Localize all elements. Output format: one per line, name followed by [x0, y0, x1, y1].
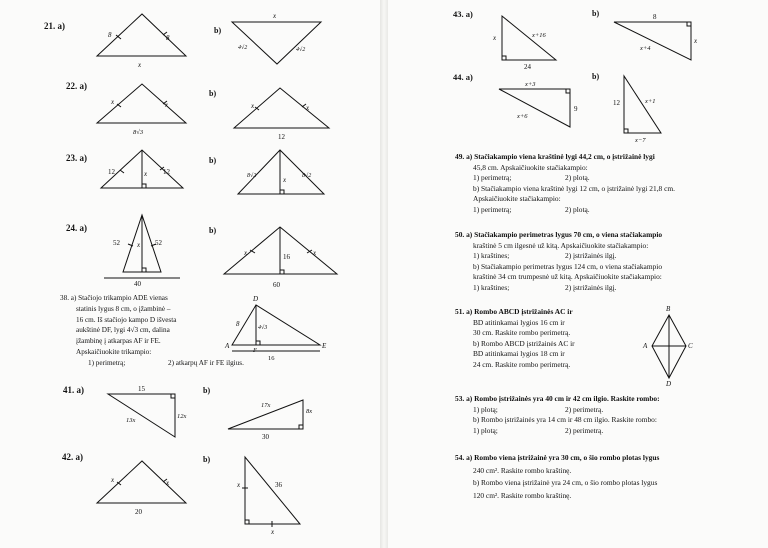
problem-49-text — [455, 152, 675, 216]
svg-text:x+16: x+16 — [532, 32, 546, 39]
svg-text:B: B — [666, 305, 671, 313]
problem-24-number: 24. a) — [66, 223, 87, 233]
problem-53-qb2: 2) perimetrą. — [565, 425, 604, 435]
svg-text:x: x — [493, 34, 497, 42]
svg-text:8: 8 — [166, 34, 170, 42]
problem-38-line: įžambinę į atkarpas AF ir FE. — [76, 337, 161, 346]
figure-44b-right-triangle — [613, 76, 661, 144]
figure-23a-triangle — [101, 150, 183, 188]
svg-text:x: x — [694, 37, 698, 45]
svg-text:x: x — [251, 102, 255, 110]
svg-text:16: 16 — [283, 253, 290, 261]
problem-51-line: BD atitinkamai lygios 18 cm ir — [473, 349, 565, 359]
svg-text:8: 8 — [236, 320, 240, 328]
problem-53-text — [455, 394, 660, 436]
figure-23b-triangle — [238, 150, 324, 194]
svg-text:C: C — [688, 342, 693, 350]
svg-text:x: x — [165, 101, 169, 109]
problem-53-qa2: 2) perimetrą. — [565, 404, 604, 414]
svg-text:x: x — [144, 170, 148, 178]
figure-21b-triangle — [232, 12, 321, 64]
svg-text:8: 8 — [108, 31, 112, 39]
svg-text:x: x — [237, 481, 241, 489]
problem-51-line: b) Rombo ABCD įstrižainės AC ir — [473, 338, 575, 348]
svg-text:x+6: x+6 — [517, 113, 528, 120]
problem-54-line: b) Rombo viena įstrižainė yra 24 cm, o šio rombo plotas lygus — [473, 478, 658, 487]
svg-text:D: D — [666, 380, 672, 388]
problem-38-text — [60, 293, 244, 369]
svg-text:x: x — [166, 479, 170, 487]
svg-text:9: 9 — [574, 105, 578, 113]
svg-text:x−7: x−7 — [635, 137, 646, 144]
problem-50-text — [455, 230, 662, 294]
figure-51-rhombus — [642, 305, 693, 388]
figure-22b-triangle — [234, 88, 329, 141]
svg-text:40: 40 — [134, 280, 141, 288]
svg-text:52: 52 — [155, 239, 162, 247]
problem-53-qa1: 1) plotą; — [473, 404, 498, 414]
problem-23b-label: b) — [209, 156, 217, 165]
problem-49-qb2: 2) plotą. — [565, 204, 590, 214]
svg-text:x: x — [138, 61, 142, 69]
svg-text:8√2: 8√2 — [247, 173, 257, 179]
problem-44b-label: b) — [592, 72, 600, 81]
svg-text:x+3: x+3 — [525, 81, 536, 88]
problem-38-line: Apskaičiuokite trikampio: — [76, 347, 152, 356]
problem-23-number: 23. a) — [66, 153, 87, 163]
svg-text:x+1: x+1 — [645, 98, 656, 105]
svg-text:15: 15 — [138, 385, 145, 393]
figure-43b-right-triangle — [614, 13, 698, 60]
svg-text:x: x — [306, 104, 310, 112]
figure-41a-right-triangle — [108, 385, 187, 437]
svg-text:12: 12 — [278, 133, 285, 141]
problem-53-qb1: 1) plotą; — [473, 425, 498, 435]
svg-text:x: x — [273, 12, 277, 20]
svg-text:x: x — [283, 176, 287, 184]
problem-42b-label: b) — [203, 455, 211, 464]
svg-text:x: x — [313, 249, 317, 257]
svg-text:13x: 13x — [126, 417, 136, 424]
svg-text:12: 12 — [613, 99, 620, 107]
problem-49-qa2: 2) plotą. — [565, 173, 590, 183]
svg-text:36: 36 — [275, 481, 282, 489]
problem-49-line-b: Apskaičiuokite stačiakampio: — [473, 194, 561, 204]
problem-24b-label: b) — [209, 226, 217, 235]
problem-50-qa2: 2) įstrižainės ilgį. — [565, 251, 617, 261]
problem-21b-label: b) — [214, 26, 222, 35]
svg-text:x: x — [111, 476, 115, 484]
problem-38-q2: 2) atkarpų AF ir FE ilgius. — [168, 358, 244, 367]
svg-text:x+4: x+4 — [640, 45, 651, 52]
svg-text:8x: 8x — [306, 408, 313, 415]
svg-text:4√3: 4√3 — [258, 325, 268, 331]
svg-text:4√2: 4√2 — [238, 45, 248, 51]
problem-51-text — [455, 307, 575, 371]
figure-22a-triangle — [97, 84, 186, 136]
svg-text:17x: 17x — [261, 402, 271, 409]
problem-41b-label: b) — [203, 386, 211, 395]
problem-51-line: BD atitinkamai lygios 16 cm ir — [473, 317, 565, 327]
figure-42b-right-triangle — [236, 457, 300, 536]
svg-text:12: 12 — [108, 168, 115, 176]
svg-text:A: A — [643, 342, 648, 350]
svg-text:x: x — [137, 241, 141, 249]
problem-51-line: 24 cm. Raskite rombo perimetrą. — [473, 359, 571, 369]
problem-53-line-b: b) Rombo įstrižainės yra 14 cm ir 48 cm ilgio. Raskite rombo: — [473, 415, 657, 425]
svg-text:E: E — [322, 342, 327, 350]
figure-24b-triangle — [224, 227, 337, 289]
problem-49-qb1: 1) perimetrą; — [473, 204, 512, 214]
problem-38-q1: 1) perimetrą; — [88, 358, 126, 367]
problem-49-line: 45,8 cm. Apskaičiuokite stačiakampio: — [473, 162, 588, 172]
problem-50-qa1: 1) kraštines; — [473, 251, 510, 261]
problem-49-line-b: b) Stačiakampio viena kraštinė lygi 12 cm, o įstrižainė lygi 21,8 cm. — [473, 183, 675, 193]
problem-50-line-b: b) Stačiakampio perimetras lygus 124 cm, o viena stačiakampio — [473, 261, 663, 271]
problem-38-line: aukštinė DF, lygi 4√3 cm, dalina — [76, 326, 170, 335]
svg-text:30: 30 — [262, 433, 269, 441]
problem-38-line: 38. a) Stačiojo trikampio ADE vienas — [60, 294, 168, 302]
problem-54-line: 54. a) Rombo viena įstrižainė yra 30 cm, o šio rombo plotas lygus — [455, 453, 660, 462]
problem-50-line: kraštinė 5 cm ilgesnė už kitą. Apskaičiuokite stačiakampio: — [473, 240, 649, 250]
problem-49-qa1: 1) perimetrą; — [473, 173, 512, 183]
svg-text:8: 8 — [653, 13, 657, 21]
problem-43b-label: b) — [592, 9, 600, 18]
problem-22-number: 22. a) — [66, 81, 87, 91]
svg-text:x: x — [244, 249, 248, 257]
svg-text:8√3: 8√3 — [133, 129, 144, 136]
problem-22b-label: b) — [209, 89, 217, 98]
problem-54-text — [455, 452, 659, 502]
svg-text:4√2: 4√2 — [296, 47, 306, 53]
svg-text:12x: 12x — [177, 413, 187, 420]
figure-41b-right-triangle — [228, 400, 312, 441]
svg-text:x: x — [271, 528, 275, 536]
problem-49-line: 49. a) Stačiakampio viena kraštinė lygi 44,2 cm, o įstrižainė lygi — [455, 152, 655, 161]
figure-43a-right-triangle — [492, 16, 556, 71]
svg-text:D: D — [253, 295, 259, 303]
problem-54-line: 240 cm². Raskite rombo kraštinę. — [473, 465, 572, 475]
svg-text:60: 60 — [273, 281, 280, 289]
problem-51-line: 51. a) Rombo ABCD įstrižainės AC ir — [455, 307, 573, 316]
problem-50-qb1: 1) kraštines; — [473, 282, 510, 292]
problem-21-number: 21. a) — [44, 21, 65, 31]
problem-43-number: 43. a) — [453, 9, 473, 19]
svg-text:A: A — [225, 342, 230, 350]
problem-41-number: 41. a) — [63, 385, 84, 395]
problem-38-line: 16 cm. Iš stačiojo kampo D išvesta — [76, 315, 177, 324]
figure-42a-triangle — [97, 461, 186, 516]
problem-42-number: 42. a) — [62, 452, 83, 462]
svg-text:16: 16 — [268, 355, 275, 362]
problem-51-line: 30 cm. Raskite rombo perimetrą. — [473, 328, 571, 338]
problem-53-line: 53. a) Rombo įstrižainės yra 40 cm ir 42 cm ilgio. Raskite rombo: — [455, 394, 660, 403]
problem-50-qb2: 2) įstrižainės ilgį. — [565, 282, 617, 292]
svg-text:12: 12 — [163, 168, 170, 176]
problem-50-line: 50. a) Stačiakampio perimetras lygus 70 cm, o viena stačiakampio — [455, 230, 663, 239]
problem-50-line-b: kraštinė 34 cm trumpesnė už kitą. Apskaičiuokite stačiakampio: — [473, 272, 662, 282]
svg-text:20: 20 — [135, 508, 142, 516]
svg-text:F: F — [253, 347, 257, 354]
figure-21a-triangle — [97, 14, 186, 69]
figure-24a-triangle — [104, 215, 180, 288]
problem-38-line: statinis lygus 8 cm, o įžambinė – — [76, 304, 171, 313]
problem-44-number: 44. a) — [453, 72, 473, 82]
figure-44a-right-triangle — [499, 81, 578, 127]
svg-text:52: 52 — [113, 239, 120, 247]
svg-text:x: x — [111, 98, 115, 106]
problem-54-line: 120 cm². Raskite rombo kraštinę. — [473, 490, 572, 500]
svg-text:24: 24 — [524, 63, 531, 71]
svg-text:8√2: 8√2 — [302, 173, 312, 179]
